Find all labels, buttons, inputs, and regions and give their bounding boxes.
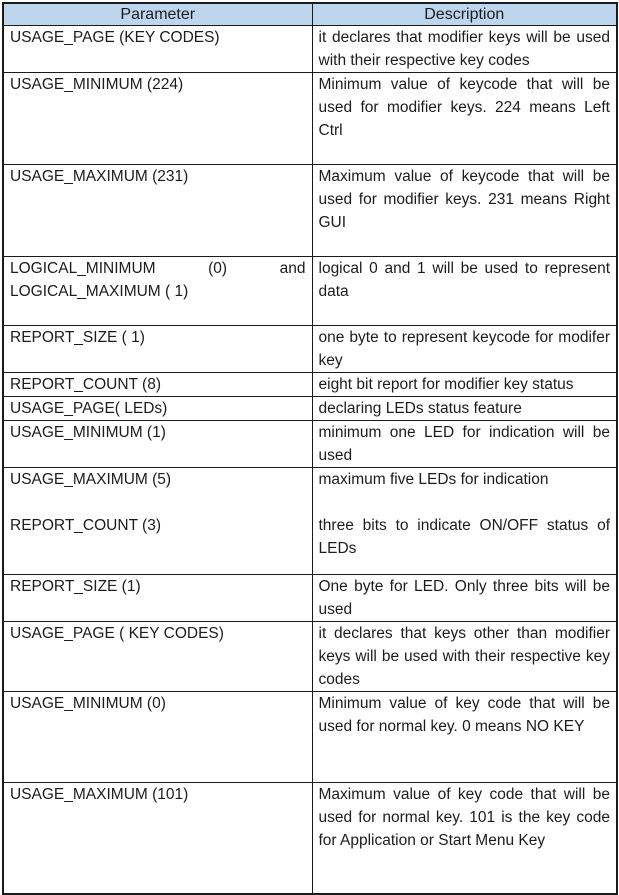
param-text: REPORT_SIZE ( 1) xyxy=(10,329,145,346)
desc-text: minimum one LED for indication will be used xyxy=(318,424,610,464)
table-row-usage-minimum-1 xyxy=(3,421,617,468)
desc-text: One byte for LED. Only three bits will be used xyxy=(318,578,610,618)
param-cell xyxy=(3,257,312,326)
desc-cell xyxy=(312,165,617,257)
desc-cell xyxy=(312,257,617,326)
param-cell xyxy=(3,692,312,783)
table-header xyxy=(3,3,617,26)
param-text: USAGE_MAXIMUM (231) xyxy=(10,168,189,185)
param-text: USAGE_MINIMUM (0) xyxy=(10,695,166,712)
param-cell xyxy=(3,397,312,421)
desc-cell xyxy=(312,373,617,397)
param-text: USAGE_MINIMUM (224) xyxy=(10,76,184,93)
param-text: USAGE_PAGE ( KEY CODES) xyxy=(10,625,224,642)
desc-cell xyxy=(312,326,617,373)
desc-text: eight bit report for modifier key status xyxy=(318,376,574,393)
table-body xyxy=(3,26,617,895)
column-header-parameter: Parameter xyxy=(3,3,312,26)
table-row-report-size-1-led xyxy=(3,575,617,622)
document-page xyxy=(0,2,619,895)
desc-text: declaring LEDs status feature xyxy=(318,400,522,417)
desc-cell xyxy=(312,692,617,783)
param-cell xyxy=(3,421,312,468)
desc-text: maximum five LEDs for indication xyxy=(318,471,549,488)
param-text: REPORT_COUNT (3) xyxy=(10,517,162,534)
column-header-description: Description xyxy=(312,3,617,26)
header-row xyxy=(3,3,617,26)
table-row-usage-page-keycodes xyxy=(3,26,617,73)
desc-cell xyxy=(312,783,617,895)
table-row-usage-minimum-224 xyxy=(3,73,617,165)
desc-text: it declares that modifier keys will be used with their respective key codes xyxy=(318,29,610,69)
desc-text: it declares that keys other than modifier keys will be used with their respective key codes xyxy=(318,625,610,688)
desc-text: Maximum value of keycode that will be used for modifier keys. 231 means Right GUI xyxy=(318,168,610,231)
param-cell xyxy=(3,165,312,257)
table-row-report-size-1-modifier xyxy=(3,326,617,373)
desc-text: logical 0 and 1 will be used to represent data xyxy=(318,260,610,300)
desc-cell xyxy=(312,421,617,468)
param-text: USAGE_MAXIMUM (101) xyxy=(10,786,189,803)
desc-cell xyxy=(312,397,617,421)
desc-cell xyxy=(312,73,617,165)
desc-cell xyxy=(312,468,617,575)
param-cell xyxy=(3,575,312,622)
param-text: USAGE_MINIMUM (1) xyxy=(10,424,166,441)
param-text: USAGE_PAGE (KEY CODES) xyxy=(10,29,220,46)
desc-text: one byte to represent keycode for modifer key xyxy=(318,329,610,369)
param-cell xyxy=(3,26,312,73)
param-cell xyxy=(3,622,312,692)
param-cell xyxy=(3,73,312,165)
desc-cell xyxy=(312,622,617,692)
param-text: LOGICAL_MINIMUM (0) and LOGICAL_MAXIMUM ( 1) xyxy=(10,260,306,300)
param-text: REPORT_COUNT (8) xyxy=(10,376,162,393)
table-row-report-count-8 xyxy=(3,373,617,397)
param-text: USAGE_PAGE( LEDs) xyxy=(10,400,168,417)
param-cell xyxy=(3,468,312,575)
table-row-usage-minimum-0 xyxy=(3,692,617,783)
desc-cell xyxy=(312,575,617,622)
table-row-usage-max-5-report-count-3 xyxy=(3,468,617,575)
param-cell xyxy=(3,326,312,373)
table-row-usage-maximum-231 xyxy=(3,165,617,257)
param-cell xyxy=(3,373,312,397)
param-text: REPORT_SIZE (1) xyxy=(10,578,141,595)
table-row-logical-min-max xyxy=(3,257,617,326)
param-text: USAGE_MAXIMUM (5) xyxy=(10,471,172,488)
desc-text: Maximum value of key code that will be used for normal key. 101 is the key code for Application or Start Menu Key xyxy=(318,786,610,849)
table-row-usage-page-leds xyxy=(3,397,617,421)
desc-text: Minimum value of key code that will be used for normal key. 0 means NO KEY xyxy=(318,695,610,735)
desc-text: three bits to indicate ON/OFF status of LEDs xyxy=(318,517,610,557)
table-row-usage-maximum-101 xyxy=(3,783,617,895)
table-row-usage-page-keycodes-2 xyxy=(3,622,617,692)
hid-parameter-table xyxy=(2,2,618,895)
desc-cell xyxy=(312,26,617,73)
param-cell xyxy=(3,783,312,895)
desc-text: Minimum value of keycode that will be used for modifier keys. 224 means Left Ctrl xyxy=(318,76,610,139)
